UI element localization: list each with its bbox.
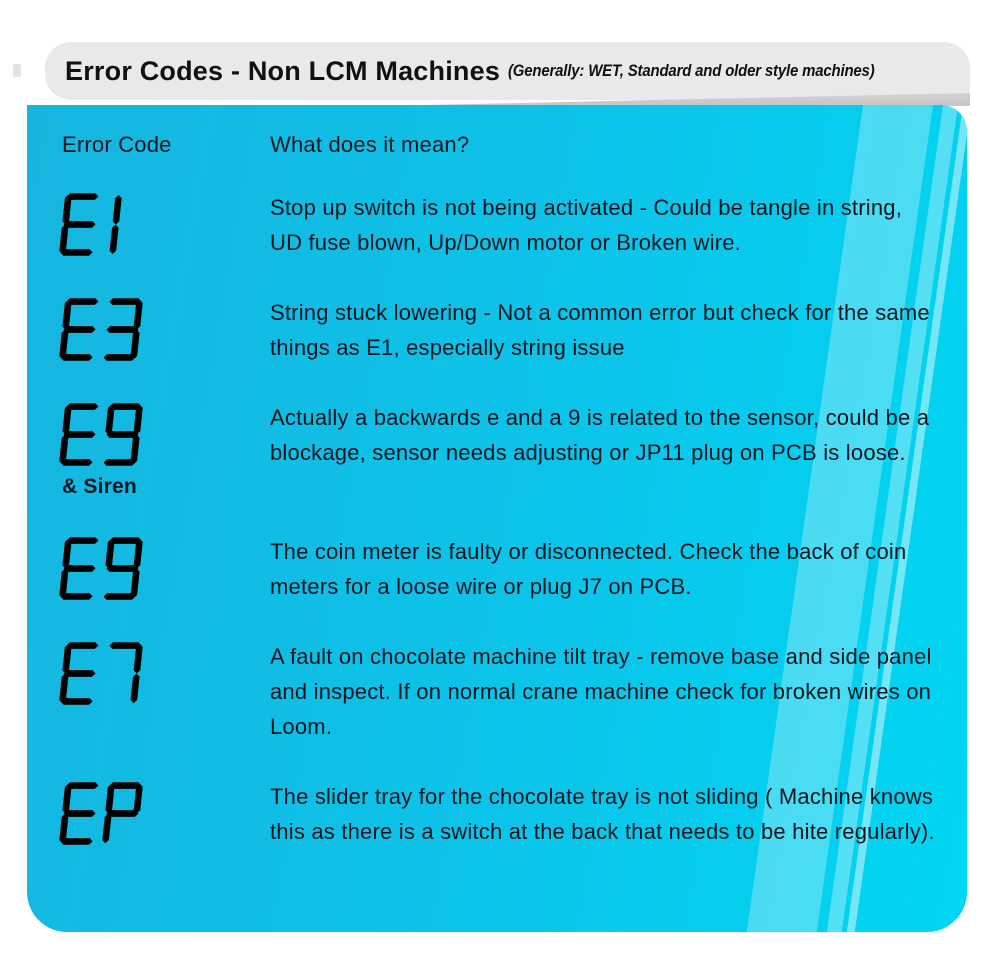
error-code-display (62, 403, 270, 466)
error-code-cell (62, 639, 270, 705)
seven-segment-char-E (59, 782, 101, 845)
seven-segment-char-3 (102, 298, 144, 361)
page-subtitle: (Generally: WET, Standard and older style machines) (508, 61, 875, 80)
error-code-cell (62, 400, 270, 499)
error-code-panel (27, 105, 967, 932)
seven-segment-char-E (59, 403, 101, 466)
error-meaning: A fault on chocolate machine tilt tray - remove base and side panel and inspect. If on normal crane machine check for broken wires on Loom. (270, 644, 932, 739)
table-row (62, 190, 937, 260)
table-row (62, 639, 937, 744)
decorative-tick (13, 64, 21, 77)
error-code-display (62, 193, 270, 256)
seven-segment-char-1 (102, 193, 123, 256)
table-row (62, 779, 937, 849)
error-code-display (62, 782, 270, 845)
error-code-cell (62, 295, 270, 361)
seven-segment-char-P (102, 782, 144, 845)
column-header-error-code: Error Code (62, 132, 172, 157)
error-code-display (62, 537, 270, 600)
error-code-cell (62, 534, 270, 600)
error-code-note: & Siren (62, 475, 137, 498)
seven-segment-char-9 (102, 403, 144, 466)
table-row (62, 400, 937, 499)
seven-segment-char-7 (102, 642, 144, 705)
table-body (62, 190, 937, 849)
error-code-display (62, 642, 270, 705)
column-header-meaning: What does it mean? (270, 132, 470, 157)
error-code-display (62, 298, 270, 361)
error-code-cell (62, 779, 270, 845)
table-row (62, 295, 937, 365)
error-meaning: The coin meter is faulty or disconnected. Check the back of coin meters for a loose wire or plug J7 on PCB. (270, 539, 907, 599)
seven-segment-char-E (59, 537, 101, 600)
page-title: Error Codes - Non LCM Machines (65, 55, 501, 86)
error-meaning: Stop up switch is not being activated - Could be tangle in string, UD fuse blown, Up/Down motor or Broken wire. (270, 195, 903, 255)
error-meaning: The slider tray for the chocolate tray is not sliding ( Machine knows this as there is a switch at the back that needs to be hite regularly). (270, 784, 935, 844)
error-table (27, 105, 967, 932)
table-row (62, 534, 937, 604)
error-meaning: String stuck lowering - Not a common error but check for the same things as E1, especially string issue (270, 300, 930, 360)
seven-segment-char-E (59, 642, 101, 705)
seven-segment-char-E (59, 298, 101, 361)
error-meaning: Actually a backwards e and a 9 is related to the sensor, could be a blockage, sensor needs adjusting or JP11 plug on PCB is loose. (270, 405, 930, 465)
error-code-cell (62, 190, 270, 256)
title-bar (45, 42, 970, 100)
table-header-row (62, 132, 937, 158)
seven-segment-char-9 (102, 537, 144, 600)
seven-segment-char-E (59, 193, 101, 256)
